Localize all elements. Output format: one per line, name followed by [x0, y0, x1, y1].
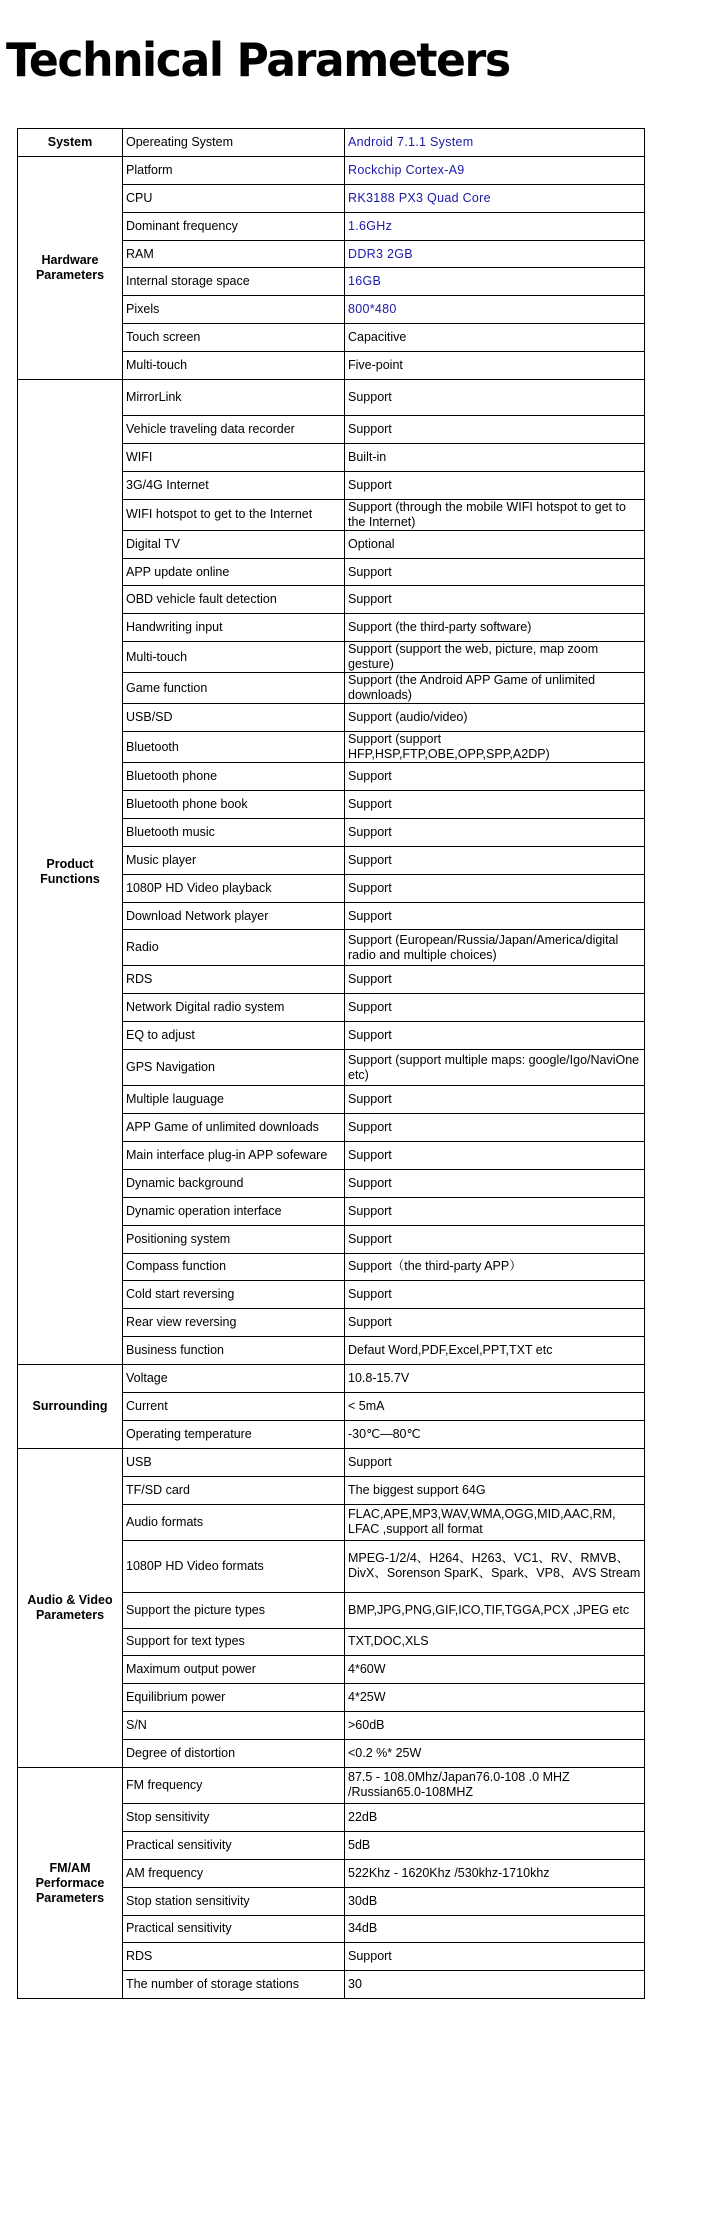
parameter-value: < 5mA — [345, 1392, 645, 1420]
parameter-value: 4*25W — [345, 1684, 645, 1712]
parameter-value: FLAC,APE,MP3,WAV,WMA,OGG,MID,AAC,RM, LFAC ,support all format — [345, 1504, 645, 1540]
parameter-value: 34dB — [345, 1915, 645, 1943]
parameter-value: 30dB — [345, 1887, 645, 1915]
parameter-label: Download Network player — [123, 902, 345, 930]
parameter-label: Stop sensitivity — [123, 1803, 345, 1831]
parameter-label: APP update online — [123, 558, 345, 586]
parameter-value: Support — [345, 1114, 645, 1142]
parameter-label: S/N — [123, 1712, 345, 1740]
parameter-label: Bluetooth — [123, 732, 345, 763]
parameter-value: 30 — [345, 1971, 645, 1999]
parameter-label: Network Digital radio system — [123, 994, 345, 1022]
parameter-label: Practical sensitivity — [123, 1831, 345, 1859]
section-label: Product Functions — [18, 380, 123, 1365]
parameter-value: RK3188 PX3 Quad Core — [345, 184, 645, 212]
parameter-label: Platform — [123, 156, 345, 184]
parameter-label: Rear view reversing — [123, 1309, 345, 1337]
parameter-label: Vehicle traveling data recorder — [123, 416, 345, 444]
section-label: Hardware Parameters — [18, 156, 123, 379]
parameter-value: 22dB — [345, 1803, 645, 1831]
section-label: Surrounding — [18, 1365, 123, 1449]
parameter-label: CPU — [123, 184, 345, 212]
parameter-label: Positioning system — [123, 1225, 345, 1253]
parameter-value: Support (support multiple maps: google/Igo/NaviOne etc) — [345, 1050, 645, 1086]
parameter-value: Support — [345, 1086, 645, 1114]
parameter-value: 16GB — [345, 268, 645, 296]
parameter-value: 800*480 — [345, 296, 645, 324]
section-label: System — [18, 129, 123, 157]
parameter-value: Support — [345, 1022, 645, 1050]
parameter-value: Built-in — [345, 443, 645, 471]
parameter-label: RDS — [123, 1943, 345, 1971]
parameter-label: Maximum output power — [123, 1656, 345, 1684]
parameter-label: OBD vehicle fault detection — [123, 586, 345, 614]
parameter-label: USB/SD — [123, 704, 345, 732]
parameter-label: AM frequency — [123, 1859, 345, 1887]
parameter-value: Support — [345, 558, 645, 586]
parameter-value: Android 7.1.1 System — [345, 129, 645, 157]
parameter-label: Bluetooth phone — [123, 763, 345, 791]
section-label: FM/AM Performace Parameters — [18, 1767, 123, 1998]
parameter-label: Operating temperature — [123, 1420, 345, 1448]
parameter-value: 10.8-15.7V — [345, 1365, 645, 1393]
parameter-value: 4*60W — [345, 1656, 645, 1684]
parameter-label: Multi-touch — [123, 352, 345, 380]
parameter-label: Multi-touch — [123, 642, 345, 673]
parameter-label: Support for text types — [123, 1628, 345, 1656]
parameter-label: MirrorLink — [123, 380, 345, 416]
parameter-value: Support — [345, 818, 645, 846]
parameter-label: Business function — [123, 1337, 345, 1365]
table-row — [18, 1365, 645, 1393]
parameter-label: RAM — [123, 240, 345, 268]
parameter-label: RDS — [123, 966, 345, 994]
parameter-label: Dynamic background — [123, 1169, 345, 1197]
parameter-label: Compass function — [123, 1253, 345, 1281]
parameter-label: Audio formats — [123, 1504, 345, 1540]
parameter-value: Support — [345, 966, 645, 994]
parameter-value: Support (support the web, picture, map zoom gesture) — [345, 642, 645, 673]
parameter-value: Support — [345, 1225, 645, 1253]
parameter-value: Support — [345, 1943, 645, 1971]
parameter-value: -30℃—80℃ — [345, 1420, 645, 1448]
parameter-label: Bluetooth music — [123, 818, 345, 846]
parameter-label: Radio — [123, 930, 345, 966]
parameter-label: APP Game of unlimited downloads — [123, 1114, 345, 1142]
parameter-label: Opereating System — [123, 129, 345, 157]
parameter-value: Support — [345, 846, 645, 874]
parameter-label: Music player — [123, 846, 345, 874]
table-row — [18, 1448, 645, 1476]
parameter-value: 1.6GHz — [345, 212, 645, 240]
parameter-value: 87.5 - 108.0Mhz/Japan76.0-108 .0 MHZ /Russian65.0-108MHZ — [345, 1767, 645, 1803]
parameter-label: Cold start reversing — [123, 1281, 345, 1309]
parameter-value: MPEG-1/2/4、H264、H263、VC1、RV、RMVB、DivX、Sorenson SparK、Spark、VP8、AVS Stream — [345, 1540, 645, 1592]
parameter-label: Current — [123, 1392, 345, 1420]
parameter-label: Dynamic operation interface — [123, 1197, 345, 1225]
table-row — [18, 129, 645, 157]
page-title: Technical Parameters — [6, 33, 510, 87]
parameter-value: Rockchip Cortex-A9 — [345, 156, 645, 184]
parameter-value: Support (support HFP,HSP,FTP,OBE,OPP,SPP,A2DP) — [345, 732, 645, 763]
parameter-value: BMP,JPG,PNG,GIF,ICO,TIF,TGGA,PCX ,JPEG etc — [345, 1592, 645, 1628]
parameter-label: EQ to adjust — [123, 1022, 345, 1050]
table-row — [18, 1767, 645, 1803]
parameter-label: TF/SD card — [123, 1476, 345, 1504]
parameter-label: Equilibrium power — [123, 1684, 345, 1712]
parameter-value: Support (through the mobile WIFI hotspot to get to the Internet) — [345, 499, 645, 530]
parameter-label: FM frequency — [123, 1767, 345, 1803]
parameter-label: Dominant frequency — [123, 212, 345, 240]
parameter-value: 5dB — [345, 1831, 645, 1859]
parameter-value: Support — [345, 994, 645, 1022]
parameter-value: Support (audio/video) — [345, 704, 645, 732]
parameter-label: Bluetooth phone book — [123, 791, 345, 819]
parameter-value: Support — [345, 1448, 645, 1476]
parameter-value: Support — [345, 874, 645, 902]
parameter-label: Game function — [123, 673, 345, 704]
parameter-label: Stop station sensitivity — [123, 1887, 345, 1915]
parameter-label: Voltage — [123, 1365, 345, 1393]
parameter-value: DDR3 2GB — [345, 240, 645, 268]
parameter-value: <0.2 %* 25W — [345, 1740, 645, 1768]
parameter-label: Support the picture types — [123, 1592, 345, 1628]
spec-table-body — [18, 129, 645, 1999]
parameter-value: Defaut Word,PDF,Excel,PPT,TXT etc — [345, 1337, 645, 1365]
parameter-value: Support — [345, 1197, 645, 1225]
table-row — [18, 156, 645, 184]
parameter-label: Touch screen — [123, 324, 345, 352]
parameter-value: Support — [345, 380, 645, 416]
parameter-label: WIFI — [123, 443, 345, 471]
parameter-value: Support — [345, 791, 645, 819]
parameter-label: The number of storage stations — [123, 1971, 345, 1999]
parameter-value: Support — [345, 902, 645, 930]
parameter-value: Support — [345, 416, 645, 444]
parameter-value: The biggest support 64G — [345, 1476, 645, 1504]
parameter-label: Pixels — [123, 296, 345, 324]
parameter-label: Internal storage space — [123, 268, 345, 296]
parameter-value: Support — [345, 1169, 645, 1197]
parameter-label: Multiple lauguage — [123, 1086, 345, 1114]
parameter-label: WIFI hotspot to get to the Internet — [123, 499, 345, 530]
spec-table — [17, 128, 645, 1999]
parameter-label: USB — [123, 1448, 345, 1476]
parameter-label: GPS Navigation — [123, 1050, 345, 1086]
table-row — [18, 380, 645, 416]
parameter-value: Support (the Android APP Game of unlimited downloads) — [345, 673, 645, 704]
parameter-value: >60dB — [345, 1712, 645, 1740]
parameter-value: Support — [345, 1141, 645, 1169]
parameter-label: 1080P HD Video playback — [123, 874, 345, 902]
parameter-value: Support（the third-party APP） — [345, 1253, 645, 1281]
parameter-label: Practical sensitivity — [123, 1915, 345, 1943]
parameter-value: Five-point — [345, 352, 645, 380]
parameter-value: Optional — [345, 530, 645, 558]
parameter-label: 3G/4G Internet — [123, 471, 345, 499]
parameter-value: 522Khz - 1620Khz /530khz-1710khz — [345, 1859, 645, 1887]
parameter-value: Support — [345, 763, 645, 791]
section-label: Audio & Video Parameters — [18, 1448, 123, 1767]
parameter-label: Handwriting input — [123, 614, 345, 642]
parameter-value: Capacitive — [345, 324, 645, 352]
parameter-label: Main interface plug-in APP sofeware — [123, 1141, 345, 1169]
parameter-value: Support — [345, 471, 645, 499]
parameter-label: Degree of distortion — [123, 1740, 345, 1768]
parameter-value: Support — [345, 586, 645, 614]
parameter-value: Support (the third-party software) — [345, 614, 645, 642]
parameter-value: Support — [345, 1309, 645, 1337]
parameter-label: Digital TV — [123, 530, 345, 558]
parameter-value: Support (European/Russia/Japan/America/digital radio and multiple choices) — [345, 930, 645, 966]
parameter-value: Support — [345, 1281, 645, 1309]
parameter-label: 1080P HD Video formats — [123, 1540, 345, 1592]
parameter-value: TXT,DOC,XLS — [345, 1628, 645, 1656]
